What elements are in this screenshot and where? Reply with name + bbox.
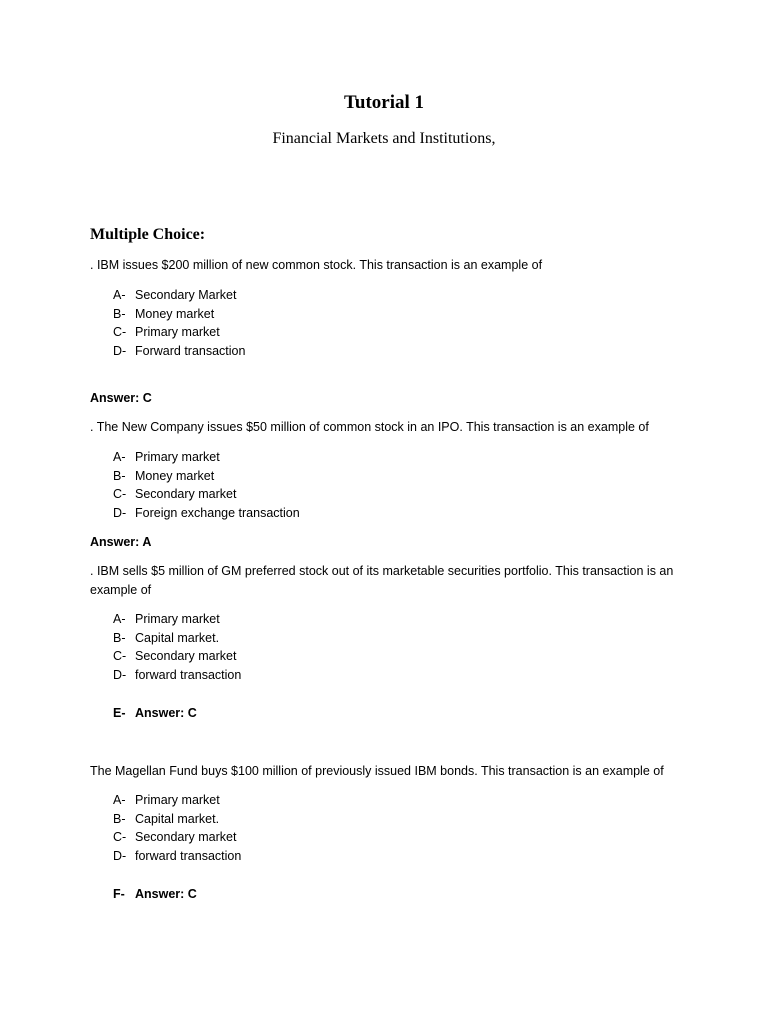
option-item bbox=[113, 286, 245, 305]
option-item bbox=[113, 467, 300, 486]
option-letter: B- bbox=[113, 306, 126, 321]
answer-item bbox=[113, 887, 197, 901]
options-list bbox=[113, 610, 241, 685]
option-letter: D- bbox=[113, 849, 127, 864]
option-item bbox=[113, 610, 241, 629]
option-letter: A- bbox=[113, 612, 126, 626]
options-list bbox=[113, 286, 245, 361]
option-text: forward transaction bbox=[135, 668, 242, 683]
question-text: . IBM issues $200 million of new common stock. This transaction is an example of bbox=[90, 258, 543, 272]
option-letter: B- bbox=[113, 468, 126, 483]
answer-letter: E- bbox=[113, 706, 126, 720]
option-item bbox=[113, 485, 300, 504]
option-item bbox=[113, 647, 241, 666]
option-text: Money market bbox=[135, 306, 215, 321]
option-text: Capital market. bbox=[135, 630, 220, 645]
option-item bbox=[113, 629, 241, 648]
question-text: . IBM sells $5 million of GM preferred stock out of its marketable securities portfolio. This transaction is an example of bbox=[90, 564, 674, 597]
option-text: Secondary market bbox=[135, 830, 237, 845]
option-item bbox=[113, 847, 241, 866]
question-text: . The New Company issues $50 million of common stock in an IPO. This transaction is an example of bbox=[90, 420, 649, 434]
option-text: Secondary market bbox=[135, 487, 237, 502]
option-text: Capital market. bbox=[135, 811, 220, 826]
option-text: Primary market bbox=[135, 793, 220, 807]
section-heading: Multiple Choice: bbox=[90, 226, 206, 243]
option-letter: B- bbox=[113, 811, 126, 826]
option-letter: C- bbox=[113, 830, 127, 845]
answer-text: Answer: C bbox=[90, 391, 152, 405]
answer-letter: F- bbox=[113, 887, 125, 901]
option-text: Secondary market bbox=[135, 649, 237, 664]
option-letter: C- bbox=[113, 487, 127, 502]
option-text: Primary market bbox=[135, 612, 220, 626]
option-letter: D- bbox=[113, 344, 127, 359]
option-letter: D- bbox=[113, 506, 127, 521]
option-text: forward transaction bbox=[135, 849, 242, 864]
answer-text: Answer: C bbox=[135, 706, 197, 720]
option-letter: C- bbox=[113, 649, 127, 664]
option-item bbox=[113, 342, 245, 361]
option-item bbox=[113, 323, 245, 342]
option-item bbox=[113, 448, 300, 467]
option-letter: C- bbox=[113, 325, 127, 340]
option-item bbox=[113, 666, 241, 685]
option-item bbox=[113, 828, 241, 847]
option-text: Forward transaction bbox=[135, 344, 246, 359]
option-item bbox=[113, 504, 300, 523]
option-item bbox=[113, 305, 245, 324]
option-letter: D- bbox=[113, 668, 127, 683]
page-subtitle: Financial Markets and Institutions, bbox=[272, 130, 496, 147]
option-text: Primary market bbox=[135, 325, 220, 340]
answer-item bbox=[113, 706, 197, 720]
option-letter: A- bbox=[113, 793, 126, 807]
options-list bbox=[113, 791, 241, 866]
option-item bbox=[113, 810, 241, 829]
option-item bbox=[113, 791, 241, 810]
answer-text: Answer: A bbox=[90, 535, 152, 549]
question-text: The Magellan Fund buys $100 million of previously issued IBM bonds. This transaction is an example of bbox=[90, 764, 664, 778]
option-text: Foreign exchange transaction bbox=[135, 506, 300, 521]
option-text: Primary market bbox=[135, 450, 220, 464]
option-letter: B- bbox=[113, 630, 126, 645]
answer-text: Answer: C bbox=[135, 887, 197, 901]
page-title: Tutorial 1 bbox=[343, 92, 425, 113]
options-list bbox=[113, 448, 300, 523]
option-letter: A- bbox=[113, 288, 126, 302]
option-letter: A- bbox=[113, 450, 126, 464]
option-text: Money market bbox=[135, 468, 215, 483]
option-text: Secondary Market bbox=[135, 288, 237, 302]
